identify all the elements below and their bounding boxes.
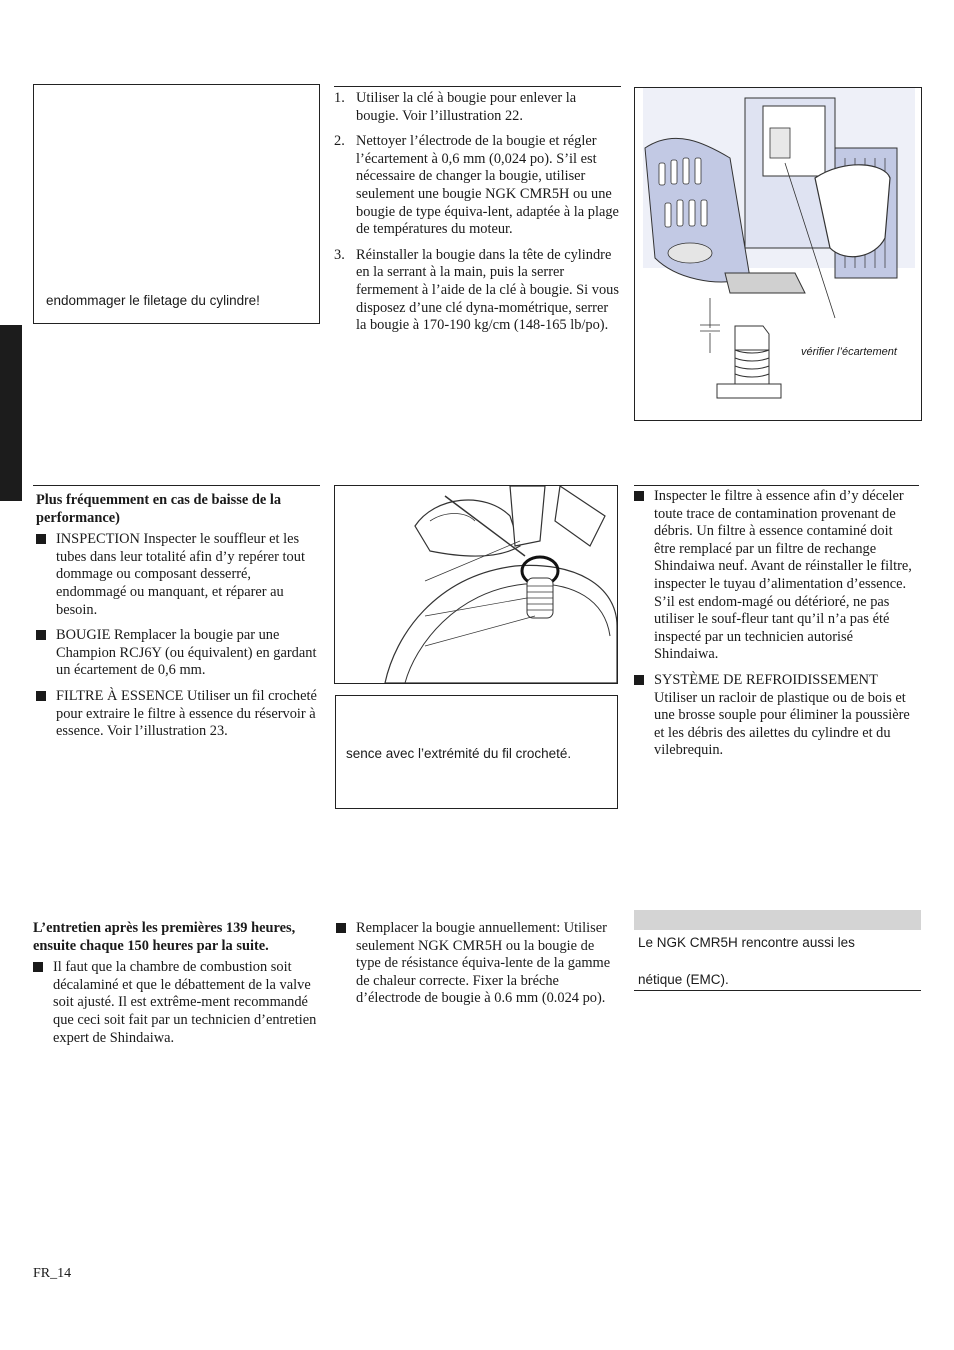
- section-heading: Plus fréquemment en cas de baisse de la performance): [36, 492, 282, 526]
- item-text: Remplacer la bougie annuellement: Utiliser seulement NGK CMR5H ou la bougie de type de résistance équiva-lente de la gamme de chaleur correcte. Fixer la bréche d’électrode de bougie à 0.6 mm (0.024 po).: [356, 920, 611, 1007]
- section-side-tab: [0, 325, 22, 501]
- list-item: [634, 488, 916, 664]
- engine-illustration: [635, 88, 921, 420]
- column-rule: [634, 485, 919, 486]
- item-text: Il faut que la chambre de combustion soit décalaminé et que le débattement de la valve soit ajusté. Il est extrême-ment recommandé que ceci soit fait par un technicien d’entretien expert de Shindaiwa.: [53, 959, 317, 1046]
- note-bottom-rule: [634, 990, 921, 991]
- figure-caption: sence avec l’extrémité du fil crocheté.: [346, 746, 572, 761]
- list-item: [36, 531, 318, 619]
- section-2-left: [36, 492, 318, 749]
- list-item: [36, 688, 318, 741]
- step-item: [334, 247, 620, 335]
- square-bullet-icon: [36, 534, 46, 544]
- fuel-filter-illustration: [335, 486, 617, 683]
- figure-spark-plug: [634, 87, 922, 421]
- square-bullet-icon: [634, 491, 644, 501]
- list-item: [36, 627, 318, 680]
- page-number: FR_14: [33, 1266, 72, 1281]
- section-3-middle: [336, 920, 616, 1016]
- warning-text: endommager le filetage du cylindre!: [46, 293, 260, 308]
- step-item: [334, 133, 620, 239]
- item-text: Inspecter le filtre à essence afin d’y déceler toute trace de contamination provenant de débris. Un filtre à essence contaminé doit être remplacé par un filtre de rechange Shindaiwa neuf. Avant de réinstaller le filtre, inspecter le tuyau d’alimentation d’essence. S’il est endom-magé ou détérioré, ne pas utiliser le souf-fleur tant qu’il n’a pas été inspecté par un technicien autorisé Shindaiwa.: [654, 488, 912, 663]
- square-bullet-icon: [36, 630, 46, 640]
- note-line-2: nétique (EMC).: [638, 972, 729, 987]
- item-text: SYSTÈME DE REFROIDISSEMENT Utiliser un racloir de plastique ou de bois et une brosse souple pour éliminer la poussière et les débris des ailettes du cylindre et du vilebrequin.: [654, 671, 910, 759]
- figure-caption-box: [335, 695, 618, 809]
- list-item: [634, 672, 916, 760]
- section-2-right: [634, 488, 916, 768]
- warning-box: [33, 84, 320, 324]
- step-number: 2.: [334, 133, 345, 150]
- item-text: INSPECTION Inspecter le souffleur et les tubes dans leur totalité afin d’y repérer tout dommage ou composant desserré, endommagé ou manquant, et réparer au besoin.: [56, 531, 305, 618]
- spark-plug-steps: [334, 90, 620, 343]
- list-item: [336, 920, 616, 1008]
- square-bullet-icon: [336, 923, 346, 933]
- step-number: 1.: [334, 90, 345, 106]
- column-rule: [33, 485, 320, 486]
- figure-caption: vérifier l’écartement: [801, 346, 897, 358]
- item-text: FILTRE À ESSENCE Utiliser un fil crocheté pour extraire le filtre à essence du réservoir à essence. Voir l’illustration 23.: [56, 687, 317, 740]
- list-item: [33, 959, 318, 1047]
- step-item: [334, 90, 620, 125]
- figure-fuel-filter: [334, 485, 618, 684]
- step-text: Utiliser la clé à bougie pour enlever la bougie. Voir l’illustration 22.: [356, 90, 577, 124]
- note-line-1: Le NGK CMR5H rencontre aussi les: [638, 935, 855, 950]
- section-3-left: [33, 920, 318, 1055]
- step-number: 3.: [334, 246, 345, 263]
- step-text: Réinstaller la bougie dans la tête de cylindre en la serrant à la main, puis la serrer fermement à l’aide de la clé à bougie. Si vous disposez d’une clé dyna-mométrique, serrer la bougie à 170-190 kg/cm (148-165 lb/po).: [356, 246, 619, 334]
- square-bullet-icon: [33, 962, 43, 972]
- item-text: BOUGIE Remplacer la bougie par une Champion RCJ6Y (ou équivalent) en gardant un écartement de 0,6 mm.: [56, 627, 317, 679]
- square-bullet-icon: [36, 691, 46, 701]
- step-text: Nettoyer l’électrode de la bougie et régler l’écartement à 0,6 mm (0,024 po). S’il est nécessaire de changer la bougie, utiliser seulement une bougie NGK CMR5H ou une bougie de type équiva-lent, adaptée à la plage de températures du moteur.: [356, 133, 619, 238]
- note-header-bar: [634, 910, 921, 930]
- square-bullet-icon: [634, 675, 644, 685]
- column-rule: [334, 86, 621, 87]
- section-heading: L’entretien après les premières 139 heures, ensuite chaque 150 heures par la suite.: [33, 920, 296, 954]
